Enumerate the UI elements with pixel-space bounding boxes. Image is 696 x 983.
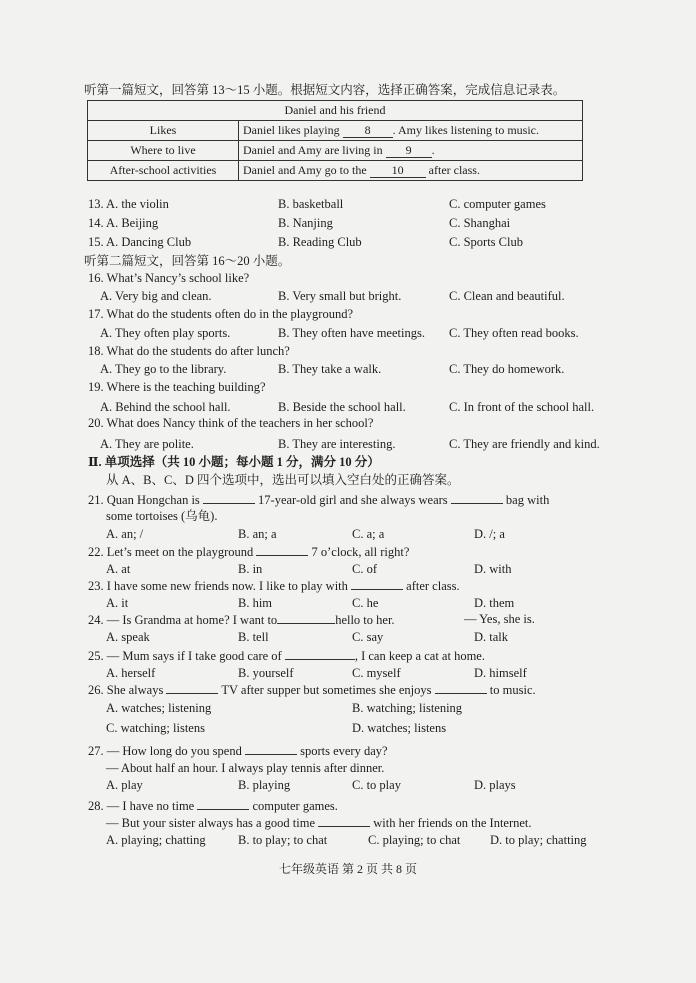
option-d[interactable]: D. them	[474, 596, 515, 610]
option-a[interactable]: A. at	[106, 562, 131, 576]
option-d[interactable]: D. to play; chatting	[490, 833, 587, 847]
option-c[interactable]: C. They do homework.	[449, 362, 565, 376]
answer-blank[interactable]	[351, 577, 403, 590]
row-content: Daniel likes playing 8 . Amy likes listening to music.	[239, 121, 583, 141]
listening-passage-2-instruction: 听第二篇短文，回答第 16～20 小题。	[84, 254, 291, 268]
answer-blank[interactable]	[166, 681, 218, 694]
option-d[interactable]: D. /; a	[474, 527, 505, 541]
section-title: Ⅱ. 单项选择（共 10 小题；每小题 1 分，满分 10 分）	[88, 455, 380, 469]
row-content: Daniel and Amy are living in 9 .	[239, 141, 583, 161]
option-b[interactable]: B. in	[238, 562, 263, 576]
table-title: Daniel and his friend	[88, 101, 583, 121]
option-a[interactable]: A. herself	[106, 666, 156, 680]
answer-blank-10[interactable]: 10	[370, 164, 426, 178]
option-c[interactable]: C. of	[352, 562, 377, 576]
answer-blank[interactable]	[435, 681, 487, 694]
table-row	[88, 161, 583, 181]
option-a[interactable]: A. watches; listening	[106, 701, 212, 715]
option-a[interactable]: A. play	[106, 778, 143, 792]
option-c[interactable]: C. a; a	[352, 527, 385, 541]
row-label: Where to live	[88, 141, 239, 161]
option-a[interactable]: 13. A. the violin	[88, 197, 169, 211]
option-d[interactable]: D. plays	[474, 778, 516, 792]
row-label: Likes	[88, 121, 239, 141]
option-a[interactable]: A. an; /	[106, 527, 144, 541]
option-b[interactable]: B. an; a	[238, 527, 277, 541]
option-d[interactable]: D. watches; listens	[352, 721, 447, 735]
question-stem: 21. Quan Hongchan is 17-year-old girl and she always wears bag with	[88, 493, 550, 507]
row-content: Daniel and Amy go to the 10 after class.	[239, 161, 583, 181]
option-c[interactable]: C. to play	[352, 778, 401, 792]
answer-blank[interactable]	[318, 814, 370, 827]
answer-blank[interactable]	[451, 491, 503, 504]
option-b[interactable]: B. They often have meetings.	[278, 326, 425, 340]
option-c[interactable]: C. Sports Club	[449, 235, 523, 249]
dialogue-reply: — Yes, she is.	[464, 612, 535, 626]
dialogue-reply: — About half an hour. I always play tennis after dinner.	[106, 761, 385, 775]
table-row	[88, 121, 583, 141]
option-a[interactable]: A. They often play sports.	[100, 326, 231, 340]
option-b[interactable]: B. yourself	[238, 666, 294, 680]
option-a[interactable]: A. it	[106, 596, 129, 610]
option-c[interactable]: C. myself	[352, 666, 401, 680]
question-stem: 17. What do the students often do in the playground?	[88, 307, 353, 321]
option-b[interactable]: B. Very small but bright.	[278, 289, 402, 303]
question-stem: 27. — How long do you spend sports every day?	[88, 744, 388, 758]
option-b[interactable]: B. playing	[238, 778, 291, 792]
answer-blank[interactable]	[245, 742, 297, 755]
option-b[interactable]: B. They take a walk.	[278, 362, 382, 376]
question-stem: 16. What’s Nancy’s school like?	[88, 271, 250, 285]
option-a[interactable]: A. speak	[106, 630, 150, 644]
option-a[interactable]: A. Behind the school hall.	[100, 400, 231, 414]
option-b[interactable]: B. basketball	[278, 197, 344, 211]
option-a[interactable]: 15. A. Dancing Club	[88, 235, 192, 249]
option-b[interactable]: B. him	[238, 596, 273, 610]
question-stem: 25. — Mum says if I take good care of , I can keep a cat at home.	[88, 649, 485, 663]
question-stem: 24. — Is Grandma at home? I want to hello to her.	[88, 613, 395, 627]
answer-blank-8[interactable]: 8	[343, 124, 393, 138]
question-stem-continued: some tortoises (乌龟).	[106, 509, 218, 523]
option-c[interactable]: C. In front of the school hall.	[449, 400, 595, 414]
option-b[interactable]: B. Nanjing	[278, 216, 333, 230]
answer-blank[interactable]	[285, 647, 355, 660]
table-row	[88, 141, 583, 161]
option-b[interactable]: B. watching; listening	[352, 701, 463, 715]
option-c[interactable]: C. Shanghai	[449, 216, 511, 230]
option-c[interactable]: C. playing; to chat	[368, 833, 461, 847]
row-label: After-school activities	[88, 161, 239, 181]
option-c[interactable]: C. he	[352, 596, 379, 610]
option-b[interactable]: B. Beside the school hall.	[278, 400, 406, 414]
question-stem: 19. Where is the teaching building?	[88, 380, 266, 394]
option-b[interactable]: B. Reading Club	[278, 235, 362, 249]
question-stem: 23. I have some new friends now. I like to play with after class.	[88, 579, 460, 593]
question-stem: 28. — I have no time computer games.	[88, 799, 338, 813]
answer-blank-9[interactable]: 9	[386, 144, 432, 158]
question-stem: 20. What does Nancy think of the teachers in her school?	[88, 416, 374, 430]
answer-blank[interactable]	[277, 611, 335, 624]
listening-passage-1-instruction: 听第一篇短文，回答第 13～15 小题。根据短文内容，选择正确答案，完成信息记录表。	[84, 83, 566, 97]
dialogue-reply: — But your sister always has a good time with her friends on the Internet.	[106, 816, 532, 830]
answer-blank[interactable]	[203, 491, 255, 504]
option-a[interactable]: 14. A. Beijing	[88, 216, 159, 230]
option-b[interactable]: B. tell	[238, 630, 269, 644]
question-stem: 18. What do the students do after lunch?	[88, 344, 290, 358]
option-d[interactable]: D. with	[474, 562, 512, 576]
page-footer: 七年级英语 第 2 页 共 8 页	[278, 862, 417, 876]
option-c[interactable]: C. say	[352, 630, 384, 644]
option-c[interactable]: C. Clean and beautiful.	[449, 289, 565, 303]
option-a[interactable]: A. They are polite.	[100, 437, 194, 451]
option-d[interactable]: D. himself	[474, 666, 527, 680]
option-d[interactable]: D. talk	[474, 630, 509, 644]
section-instruction: 从 A、B、C、D 四个选项中，选出可以填入空白处的正确答案。	[106, 473, 460, 487]
question-stem: 22. Let’s meet on the playground 7 o’clock, all right?	[88, 545, 410, 559]
answer-blank[interactable]	[197, 797, 249, 810]
answer-blank[interactable]	[256, 543, 308, 556]
option-b[interactable]: B. They are interesting.	[278, 437, 396, 451]
option-c[interactable]: C. watching; listens	[106, 721, 205, 735]
option-a[interactable]: A. Very big and clean.	[100, 289, 212, 303]
option-c[interactable]: C. They often read books.	[449, 326, 579, 340]
info-record-table	[87, 100, 583, 181]
option-c[interactable]: C. They are friendly and kind.	[449, 437, 600, 451]
option-a[interactable]: A. They go to the library.	[100, 362, 227, 376]
option-c[interactable]: C. computer games	[449, 197, 546, 211]
question-stem: 26. She always TV after supper but sometimes she enjoys to music.	[88, 683, 536, 697]
option-a[interactable]: A. playing; chatting	[106, 833, 206, 847]
option-b[interactable]: B. to play; to chat	[238, 833, 328, 847]
